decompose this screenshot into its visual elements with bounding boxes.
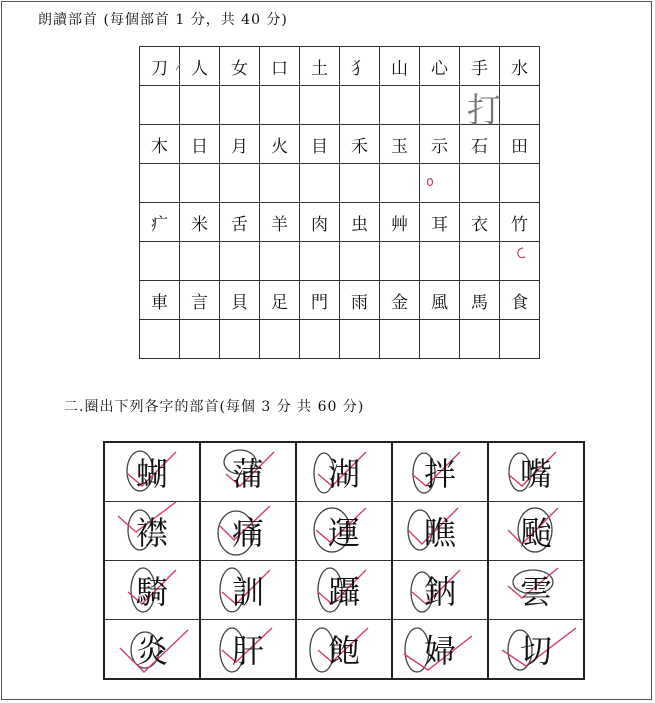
character-cell[interactable] xyxy=(296,442,392,502)
answer-cell[interactable] xyxy=(500,86,540,125)
answer-cell[interactable] xyxy=(180,164,220,203)
answer-row xyxy=(140,320,540,359)
character: 蒲 xyxy=(231,455,264,493)
answer-cell[interactable] xyxy=(340,164,380,203)
answer-cell[interactable] xyxy=(420,86,460,125)
answer-cell[interactable] xyxy=(260,242,300,281)
character-cell[interactable] xyxy=(392,620,488,680)
radical-cell: 目 xyxy=(300,125,340,164)
radical-cell: 足 xyxy=(260,281,300,320)
character: 痛 xyxy=(231,514,264,552)
character-cell[interactable] xyxy=(296,502,392,561)
answer-cell[interactable] xyxy=(460,242,500,281)
character-row xyxy=(104,561,584,620)
radical-cell: 示 xyxy=(420,125,460,164)
character-cell[interactable] xyxy=(392,502,488,561)
radical-cell: 月 xyxy=(220,125,260,164)
character-cell[interactable] xyxy=(296,561,392,620)
character-row xyxy=(104,620,584,680)
radical-cell: 耳 xyxy=(420,203,460,242)
radical-cell: 肉 xyxy=(300,203,340,242)
character: 婦 xyxy=(423,632,456,670)
radical-row xyxy=(140,125,540,164)
radical-cell: 馬 xyxy=(460,281,500,320)
character-cell[interactable] xyxy=(488,620,584,680)
circle-radical-grid xyxy=(103,441,585,680)
answer-cell[interactable] xyxy=(260,86,300,125)
radical-cell: 女 xyxy=(220,47,260,86)
character: 瞧 xyxy=(423,514,456,552)
radical-cell: 日 xyxy=(180,125,220,164)
answer-cell[interactable] xyxy=(420,164,460,203)
radical-cell: 言 xyxy=(180,281,220,320)
character: 拌 xyxy=(423,455,456,493)
radical-cell: 山 xyxy=(380,47,420,86)
character-row xyxy=(104,442,584,502)
answer-cell[interactable] xyxy=(180,242,220,281)
answer-cell[interactable] xyxy=(460,86,500,125)
character: 切 xyxy=(519,632,552,670)
answer-row xyxy=(140,164,540,203)
character: 雲 xyxy=(519,573,552,611)
radical-row xyxy=(140,281,540,320)
answer-cell[interactable] xyxy=(220,242,260,281)
answer-cell[interactable] xyxy=(420,242,460,281)
character: 嘴 xyxy=(519,455,552,493)
radical-cell: 竹 xyxy=(500,203,540,242)
answer-cell[interactable] xyxy=(180,320,220,359)
answer-cell[interactable] xyxy=(340,86,380,125)
radical-cell: 貝 xyxy=(220,281,260,320)
character: 肝 xyxy=(231,632,264,670)
answer-cell[interactable] xyxy=(420,320,460,359)
radical-cell: 艸 xyxy=(380,203,420,242)
answer-cell[interactable] xyxy=(380,320,420,359)
radical-cell: 水 xyxy=(500,47,540,86)
answer-cell[interactable] xyxy=(260,320,300,359)
section-2-heading: 二.圈出下列各字的部首(每個 3 分 共 60 分) xyxy=(64,399,365,415)
answer-cell[interactable] xyxy=(260,164,300,203)
handwritten-answer: 打 xyxy=(467,91,501,131)
answer-cell[interactable] xyxy=(460,164,500,203)
radical-cell: 金 xyxy=(380,281,420,320)
answer-cell[interactable] xyxy=(380,242,420,281)
answer-cell[interactable] xyxy=(220,320,260,359)
radical-cell: 木 xyxy=(140,125,180,164)
answer-cell[interactable] xyxy=(140,242,180,281)
radical-row xyxy=(140,47,540,86)
character: 颱 xyxy=(519,514,552,552)
radical-cell: 人 xyxy=(180,47,220,86)
radical-cell: 口 xyxy=(260,47,300,86)
character-cell[interactable] xyxy=(488,561,584,620)
answer-cell[interactable] xyxy=(140,164,180,203)
radical-cell: 玉 xyxy=(380,125,420,164)
radical-cell: 車 xyxy=(140,281,180,320)
radical-cell: 心 xyxy=(420,47,460,86)
answer-cell[interactable] xyxy=(140,320,180,359)
character: 襟 xyxy=(135,514,168,552)
answer-cell[interactable] xyxy=(220,86,260,125)
answer-cell[interactable] xyxy=(180,86,220,125)
answer-cell[interactable] xyxy=(140,86,180,125)
answer-cell[interactable] xyxy=(500,164,540,203)
character-cell[interactable] xyxy=(200,620,296,680)
radical-cell: 犭 xyxy=(340,47,380,86)
section-1-heading: 朗讀部首 (每個部首 1 分，共 40 分) xyxy=(38,12,288,28)
radical-cell: 禾 xyxy=(340,125,380,164)
radical-cell: 衣 xyxy=(460,203,500,242)
character: 運 xyxy=(327,514,360,552)
answer-cell[interactable] xyxy=(500,320,540,359)
answer-cell[interactable] xyxy=(220,164,260,203)
character: 湖 xyxy=(327,455,360,493)
character: 炎 xyxy=(135,632,168,670)
character-cell[interactable] xyxy=(104,561,200,620)
radical-cell: 門 xyxy=(300,281,340,320)
radical-cell: 羊 xyxy=(260,203,300,242)
answer-cell[interactable] xyxy=(460,320,500,359)
answer-cell[interactable] xyxy=(340,320,380,359)
radical-row xyxy=(140,203,540,242)
radical-cell: 疒 xyxy=(140,203,180,242)
character-cell[interactable] xyxy=(104,442,200,502)
character: 騎 xyxy=(135,573,168,611)
answer-cell[interactable] xyxy=(300,320,340,359)
character-cell[interactable] xyxy=(200,502,296,561)
radical-cell: 虫 xyxy=(340,203,380,242)
character-cell[interactable] xyxy=(392,561,488,620)
answer-cell[interactable] xyxy=(380,86,420,125)
radical-cell: 食 xyxy=(500,281,540,320)
radical-cell: 米 xyxy=(180,203,220,242)
radical-cell: 石 xyxy=(460,125,500,164)
radical-cell: 舌 xyxy=(220,203,260,242)
answer-cell[interactable] xyxy=(300,242,340,281)
answer-row xyxy=(140,86,540,125)
radical-cell: 手 xyxy=(460,47,500,86)
character-cell[interactable] xyxy=(488,502,584,561)
character-cell[interactable] xyxy=(200,561,296,620)
character-cell[interactable] xyxy=(200,442,296,502)
radical-cell: 刀 xyxy=(140,47,180,86)
radical-cell: 土 xyxy=(300,47,340,86)
character: 躡 xyxy=(327,573,360,611)
character: 蝴 xyxy=(135,455,168,493)
answer-cell[interactable] xyxy=(500,242,540,281)
radical-cell: 田 xyxy=(500,125,540,164)
character-cell[interactable] xyxy=(392,442,488,502)
radical-cell: 火 xyxy=(260,125,300,164)
answer-cell[interactable] xyxy=(340,242,380,281)
answer-cell[interactable] xyxy=(300,86,340,125)
character-cell[interactable] xyxy=(104,502,200,561)
character: 飽 xyxy=(327,632,360,670)
radical-reading-grid xyxy=(139,46,540,359)
radical-cell: 風 xyxy=(420,281,460,320)
character-cell[interactable] xyxy=(296,620,392,680)
character: 訓 xyxy=(231,573,264,611)
answer-row xyxy=(140,242,540,281)
radical-cell: 雨 xyxy=(340,281,380,320)
character-cell[interactable] xyxy=(104,620,200,680)
character-row xyxy=(104,502,584,561)
character-cell[interactable] xyxy=(488,442,584,502)
answer-cell[interactable] xyxy=(380,164,420,203)
answer-cell[interactable] xyxy=(300,164,340,203)
character: 鈉 xyxy=(423,573,456,611)
